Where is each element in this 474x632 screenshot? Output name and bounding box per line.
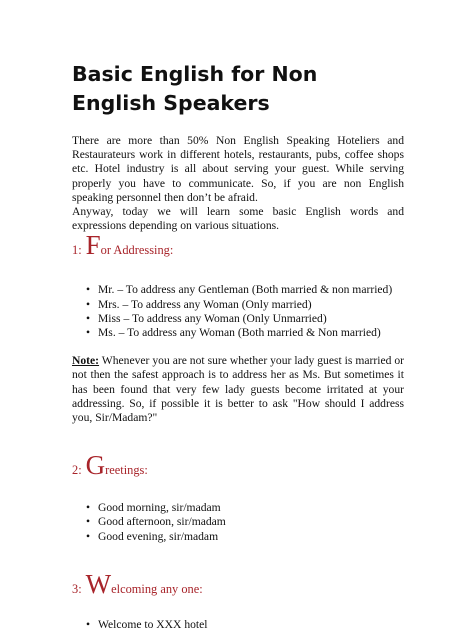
section-heading-addressing (72, 230, 404, 261)
section-title-rest: reetings: (105, 463, 148, 478)
list-item: • Good evening, sir/madam (72, 530, 404, 544)
note-label: Note: (72, 354, 100, 368)
section-number: 3: (72, 581, 82, 596)
section-title-rest: or Addressing: (100, 243, 174, 258)
greetings-list (72, 501, 404, 544)
section-number: 2: (72, 463, 82, 478)
list-item: • Mr. – To address any Gentleman (Both married & non married) (72, 283, 404, 297)
section-title-rest: elcoming any one: (111, 581, 203, 596)
document-title: Basic English for Non English Speakers (72, 62, 318, 115)
section-number: 1: (72, 243, 82, 258)
intro-paragraph: There are more than 50% Non English Speaking Hoteliers and Restaurateurs work in different hotels, restaurants, pubs, coffee shops etc. Hotel industry is all about serving your guest. While serving properly you have to communicate. So, if you are non English speaking personnel then don’t be afraid. (72, 134, 404, 204)
addressing-list (72, 283, 404, 340)
section-initial: F (85, 230, 101, 261)
list-item: • Good morning, sir/madam (72, 501, 404, 515)
welcoming-list (72, 618, 404, 632)
section-heading-welcoming (72, 568, 404, 600)
note-text: Whenever you are not sure whether your lady guest is married or not then the safest approach is to address her as Ms. But sometimes it has been found that very few lady guests become irritated at your addressing. So, if possible it is better to ask "How should I address you, Sir/Madam?" (72, 354, 404, 425)
list-item: • Ms. – To address any Woman (Both married & Non married) (72, 326, 404, 340)
section-initial: G (85, 450, 106, 481)
intro-paragraph-2: Anyway, today we will learn some basic English words and expressions depending on various situations. (72, 205, 404, 233)
list-item: • Mrs. – To address any Woman (Only married) (72, 298, 404, 312)
list-item: • Good afternoon, sir/madam (72, 515, 404, 529)
list-item: • Welcome to XXX hotel (72, 618, 404, 632)
note-paragraph (72, 354, 404, 425)
section-heading-greetings (72, 450, 404, 481)
list-item: • Miss – To address any Woman (Only Unmarried) (72, 312, 404, 326)
section-initial: W (85, 568, 112, 599)
